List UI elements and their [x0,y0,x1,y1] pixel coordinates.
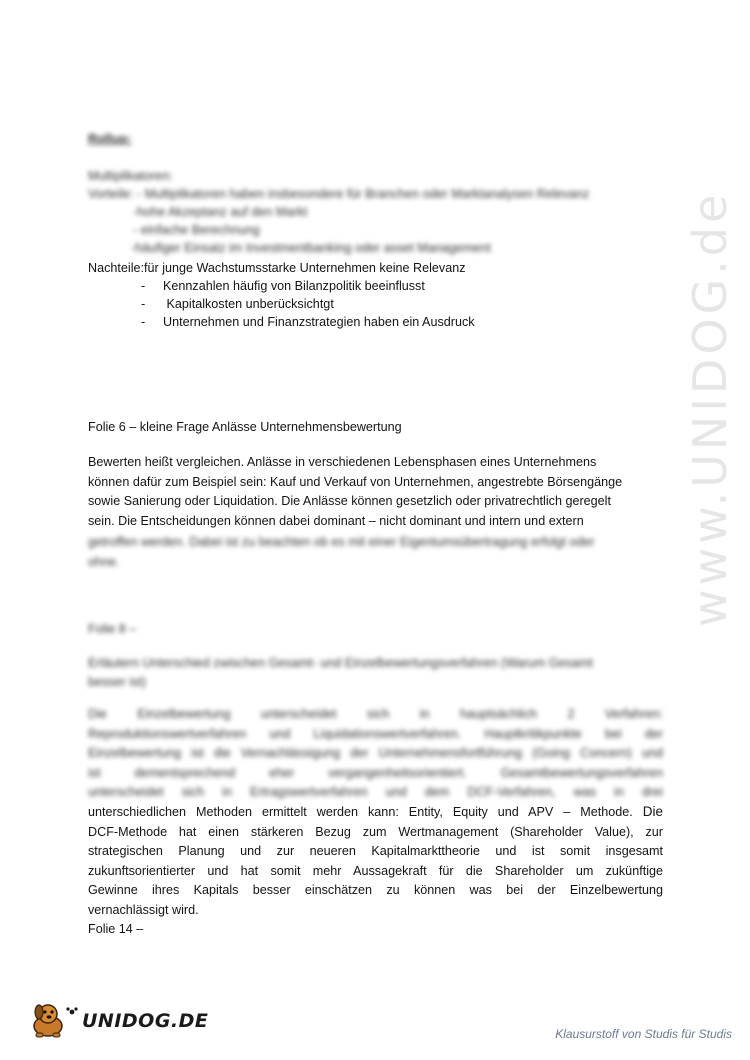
paragraph-line: Gewinne ihres Kapitals besser einschätzen zu können was bei der Einzelbewertung [88,883,663,897]
blurred-paragraph-line: Die Einzelbewertung unterscheidet sich in hauptsächlich 2 Verfahren: [88,707,663,721]
folie8-paragraph [88,802,663,920]
paragraph-line: sowie Sanierung oder Liquidation. Die Anlässe können gesetzlich oder privatrechtlich geregelt [88,494,611,508]
dog-mascot-icon [26,1000,82,1040]
list-item-text: Kennzahlen häufig von Bilanzpolitik beeinflusst [163,279,425,293]
document-page: www.UNIDOG.de Rollup: Multiplikatoren: Vorteile: - Multiplikatoren haben insbesondere für Branchen oder Marktanalysen Relevanz -hohe Akzeptanz auf den Markt - einfache Berechnung -häufiger Einsatz im Investmentbanking oder asset Management Nachteile:für junge Wachstumsstarke Unternehmen keine Relevanz - Kennzahlen häufig von Bilanzpolitik beeinflusst - Kapitalkosten unberücksichtgt - Unternehmen und Finanzstrategien haben ein Ausdruck Folie 6 – kleine Frage Anlässe Unternehmensbewertung Bewerten heißt vergleichen. Anlässe in verschiedenen Lebensphasen eines Unternehmens können dafür zum Beispiel sein: Kauf und Verkauf von Unternehmen, angestrebte Börsengänge sowie Sanierung oder Liquidation. Die Anlässe können gesetzlich oder privatrechtlich geregelt sein. Die Entscheidungen können dabei dominant – nicht dominant und intern und extern getroffen werden. Dabei ist zu beachten ob es mit einer Eigentumsübertragung erfolgt oder ohne. Folie 8 – Erläutern Unterschied zwischen Gesamt- und Einzelbewertungsverfahren (Warum Gesamt besser ist) Die Einzelbewertung unterscheidet sich in hauptsächlich 2 Verfahren: Reproduktionswertverfahren und Liquidationswertverfahren. Hauptkritikpunkte bei der Einzelbewertung ist die Vernachlässigung der Unternehmensfortführung (Going Concern) und ist dementsprechend eher vergangenheitsorientiert. Gesamtbewertungsverfahren unterscheidet sich in Ertragswertverfahren und dem DCF-Verfahren, was in drei unterschiedlichen Methoden ermittelt werden kann: Entity, Equity und APV – Methode. Die DCF-Methode hat einen stärkeren Bezug zum Wertmanagement (Shareholder Value), zur strategischen Planung und zur neueren Kapitalmarkttheorie und ist somit insgesamt zukunftsorientierter und hat somit mehr Aussagekraft für die Shareholder um zukünftige Gewinne ihres Kapitals besser einschätzen zu können was bei der Einzelbewertung vernachlässigt wird. Folie 14 – UNIDOG.DE Klausurstoff von Studis für Studis [0,0,750,1060]
paragraph-text: Die [642,804,663,819]
blurred-paragraph-line: Reproduktionswertverfahren und Liquidationswertverfahren. Hauptkritikpunkte bei der [88,726,663,741]
paragraph-line [88,802,663,823]
folie6-paragraph [88,453,663,531]
paragraph-line: Bewerten heißt vergleichen. Anlässe in verschiedenen Lebensphasen eines Unternehmens [88,455,597,469]
blurred-vorteile-line: Vorteile: - Multiplikatoren haben insbesondere für Branchen oder Marktanalysen Relevanz [88,187,590,201]
folie14-heading: Folie 14 – [88,922,144,936]
bullet-dash: - [141,315,146,329]
blurred-question-line: besser ist) [88,675,147,689]
blurred-subtitle: Multiplikatoren: [88,169,173,183]
folie6-heading: Folie 6 – kleine Frage Anlässe Unternehmensbewertung [88,420,402,434]
paragraph-line: zukunftsorientierter und hat somit mehr Aussagekraft für die Shareholder um zukünftige [88,863,663,878]
paragraph-line: vernachlässigt wird. [88,902,199,917]
nachteile-heading: Nachteile:für junge Wachstumsstarke Unternehmen keine Relevanz [88,261,466,275]
blurred-paragraph-line: ist dementsprechend eher vergangenheitsorientiert. Gesamtbewertungsverfahren [88,765,663,780]
blurred-vorteile-line: - einfache Berechnung [133,223,260,237]
blurred-question-line: Erläutern Unterschied zwischen Gesamt- und Einzelbewertungsverfahren (Warum Gesamt [88,656,593,670]
footer-tagline: Klausurstoff von Studis für Studis [555,1027,732,1041]
blurred-paragraph-line: unterscheidet sich in Ertragswertverfahren und dem DCF-Verfahren, was in drei [88,785,663,799]
blurred-folie8-paragraph [88,705,663,803]
blurred-folie8-heading: Folie 8 – [88,622,137,636]
blurred-title: Rollup: [88,132,132,146]
paragraph-line: können dafür zum Beispiel sein: Kauf und Verkauf von Unternehmen, angestrebte Börsengänge [88,474,623,489]
list-item-text: Unternehmen und Finanzstrategien haben ein Ausdruck [163,315,475,329]
paragraph-line: DCF-Methode hat einen stärkeren Bezug zum Wertmanagement (Shareholder Value), zur [88,824,663,839]
paragraph-text: unterschiedlichen Methoden ermittelt werden kann: Entity, Equity und APV – Methode. [88,805,643,819]
bullet-dash: - [141,279,146,293]
logo-text: UNIDOG.DE [82,1010,209,1032]
blurred-vorteile-line: -häufiger Einsatz im Investmentbanking oder asset Management [131,241,491,255]
list-item-text: Kapitalkosten unberücksichtgt [163,297,334,311]
paragraph-line: sein. Die Entscheidungen können dabei dominant – nicht dominant und intern und extern [88,513,584,528]
unidog-logo [26,1000,209,1040]
blurred-vorteile-line: -hohe Akzeptanz auf den Markt [133,205,308,219]
blurred-paragraph-line: ohne. [88,555,120,569]
blurred-paragraph-line: getroffen werden. Dabei ist zu beachten ob es mit einer Eigentumsübertragung erfolgt oder [88,535,595,549]
blurred-paragraph-line: Einzelbewertung ist die Vernachlässigung der Unternehmensfortführung (Going Concern) und [88,746,663,760]
paragraph-line: strategischen Planung und zur neueren Kapitalmarkttheorie und ist somit insgesamt [88,844,663,858]
bullet-dash: - [141,297,146,311]
